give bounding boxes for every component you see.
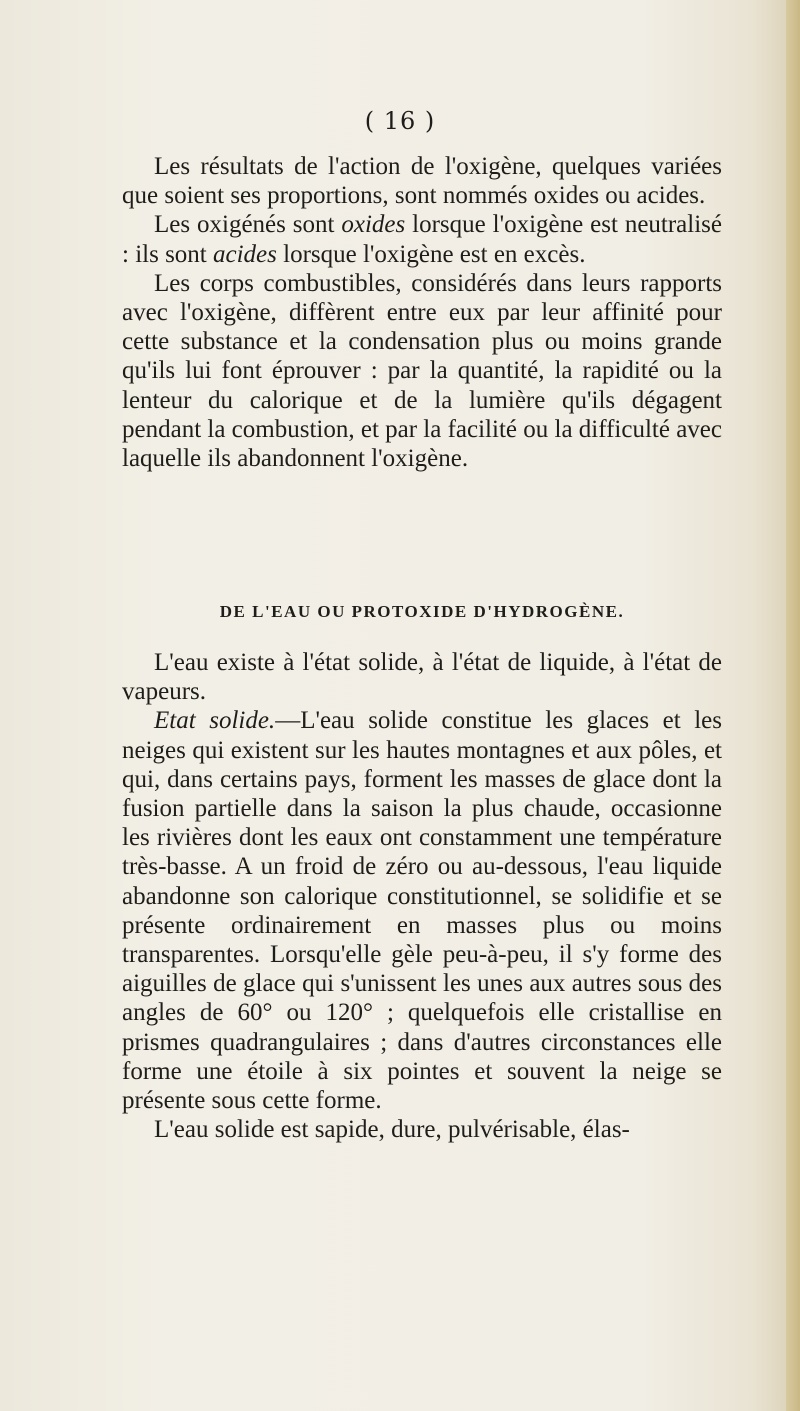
paragraph-eau-solide: L'eau solide est sapide, dure, pulvérisable, élas-	[154, 1116, 630, 1144]
italic-term-oxides: oxides	[341, 211, 406, 239]
paragraph-etat-solide	[122, 706, 722, 1115]
text-run: lorsque l'oxigène est neutralisé : ils sont	[122, 211, 722, 268]
italic-term-acides: acides	[213, 240, 277, 268]
italic-label-etat-solide: Etat solide.	[154, 707, 276, 735]
section-heading: DE L'EAU OU PROTOXIDE D'HYDROGÈNE.	[219, 602, 625, 621]
text-run: lorsque l'oxigène est en excès.	[276, 240, 586, 268]
text-block-eau	[122, 648, 722, 1144]
paragraph-eau-existe: L'eau existe à l'état solide, à l'état de liquide, à l'état de vapeurs.	[122, 649, 722, 706]
paragraph-resultats: Les résultats de l'action de l'oxigène, quelques variées que soient ses proportions, sont nommés oxides ou acides.	[122, 153, 722, 210]
text-run: Les oxigénés sont	[154, 211, 342, 239]
text-block-oxigene	[122, 152, 722, 473]
paragraph-corps-combustibles: Les corps combustibles, considérés dans leurs rapports avec l'oxigène, diffèrent entre eux par leur affinité pour cette substance et la condensation plus ou moins grande qu'ils lui font éprouver : par la quantité, la rapidité ou la lenteur du calorique et de la lumière qu'ils dégagent pendant la combustion, et par la facilité ou la difficulté avec laquelle ils abandonnent l'oxigène.	[122, 269, 722, 473]
paragraph-oxigenes	[122, 210, 722, 268]
page-number: ( 16 )	[364, 107, 436, 135]
text-run: —L'eau solide constitue les glaces et les neiges qui existent sur les hautes montagnes et aux pôles, et qui, dans certains pays, forment les masses de glace dont la fusion partielle dans la saison la plus chaude, occasionne les rivières dont les eaux ont constamment une température très-basse. A un froid de zéro ou au-dessous, l'eau liquide abandonne son calorique constitutionnel, se solidifie et se présente ordinairement en masses plus ou moins transparentes. Lorsqu'elle gèle peu-à-peu, il s'y forme des aiguilles de glace qui s'unissent les unes aux autres sous des angles de 60° ou 120° ; quelquefois elle cristallise en prismes quadrangulaires ; dans d'autres circonstances elle forme une étoile à six pointes et souvent la neige se présente sous cette forme.	[122, 707, 722, 1115]
page-edge	[786, 0, 800, 1411]
